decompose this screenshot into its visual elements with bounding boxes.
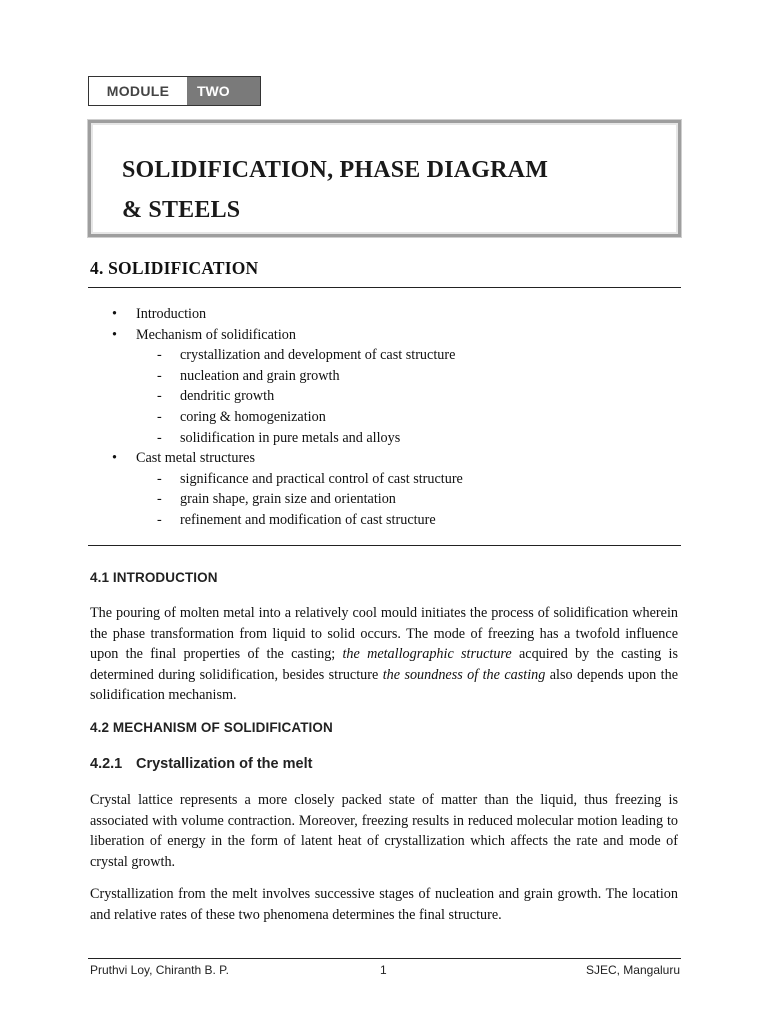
intro-paragraph: The pouring of molten metal into a relatively cool mould initiates the process of solidification wherein the phase transformation from liquid to solid occurs. The mode of freezing has a twofold influence upon the final properties of the casting; the metallographic structure acquired by the casting is determined during solidification, besides structure the soundness of the casting also depends upon the solidification mechanism.: [90, 605, 679, 704]
list-item: • Cast metal structures: [112, 448, 463, 469]
bullet-icon: •: [112, 450, 117, 467]
sub-list-item: - grain shape, grain size and orientation: [112, 489, 463, 510]
chapter-title: [122, 150, 548, 230]
section-rule: [88, 287, 681, 288]
module-number: TWO: [187, 77, 260, 105]
dash-icon: -: [157, 347, 162, 364]
dash-icon: -: [157, 367, 162, 384]
crystal-paragraph-1: Crystal lattice represents a more closely packed state of matter than the liquid, thus freezing is associated with volume contraction. Moreover, freezing results in reduced molecular motion leading to liberation of energy in the form of latent heat of crystallization which affects the rate and mode of crystal growth.: [90, 792, 678, 870]
module-label: MODULE: [106, 83, 170, 99]
chapter-title-box: [88, 120, 681, 237]
toc-end-rule: [88, 545, 681, 546]
module-tag: [88, 76, 261, 106]
sub-list-item: - dendritic growth: [112, 386, 463, 407]
intro-heading: 4.1 INTRODUCTION: [90, 570, 218, 585]
emphasis: the soundness of the casting: [382, 666, 546, 683]
crystal-paragraph-2: Crystallization from the melt involves successive stages of nucleation and grain growth. The location and relative rates of these two phenomena determines the final structure.: [90, 886, 678, 923]
dash-icon: -: [157, 470, 162, 487]
footer-institution: SJEC, Mangaluru: [585, 963, 680, 977]
dash-icon: -: [157, 491, 162, 508]
subsection-title: Crystallization of the melt: [136, 756, 313, 772]
chapter-title-line2: & STEELS: [122, 197, 241, 223]
dash-icon: -: [157, 388, 162, 405]
mechanism-heading: 4.2 MECHANISM OF SOLIDIFICATION: [90, 720, 333, 735]
sub-list-item: - nucleation and grain growth: [112, 366, 463, 387]
sub-list-item: - crystallization and development of cast structure: [112, 345, 463, 366]
list-item: • Introduction: [112, 304, 463, 325]
sub-list-item: - refinement and modification of cast structure: [112, 510, 463, 531]
sub-list-item: - solidification in pure metals and alloys: [112, 428, 463, 449]
section-heading: 4. SOLIDIFICATION: [90, 258, 259, 278]
footer-rule: [88, 958, 681, 959]
sub-list-item: - significance and practical control of cast structure: [112, 469, 463, 490]
dash-icon: -: [157, 408, 162, 425]
topic-list: [112, 304, 463, 531]
bullet-icon: •: [112, 306, 117, 322]
subsection-heading: [90, 756, 312, 772]
dash-icon: -: [157, 511, 162, 528]
bullet-icon: •: [112, 326, 117, 343]
subsection-number: 4.2.1: [90, 756, 123, 772]
list-item: • Mechanism of solidification: [112, 325, 463, 346]
page-number: 1: [380, 963, 387, 977]
chapter-title-line1: SOLIDIFICATION, PHASE DIAGRAM: [122, 157, 549, 183]
sub-list-item: - coring & homogenization: [112, 407, 463, 428]
dash-icon: -: [157, 429, 162, 446]
footer-authors: Pruthvi Loy, Chiranth B. P.: [90, 963, 229, 977]
emphasis: the metallographic structure: [342, 646, 512, 663]
